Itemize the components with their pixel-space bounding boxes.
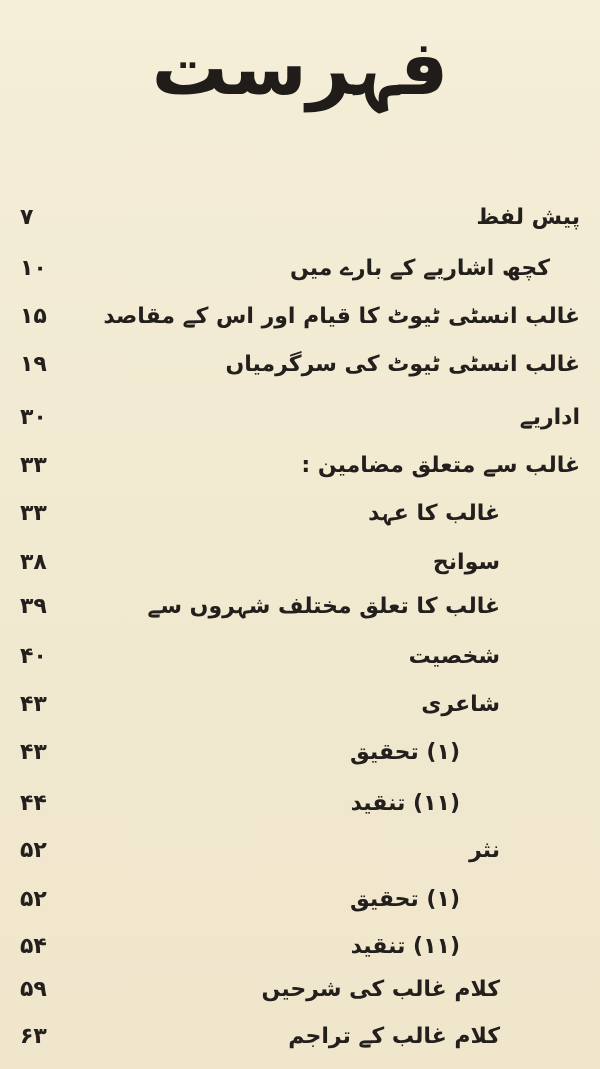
toc-entry-page: ۴۳ [20, 692, 47, 717]
toc-entry [20, 198, 580, 238]
toc-entry-label: غالب انسٹی ٹیوٹ کا قیام اور اس کے مقاصد [103, 304, 580, 329]
toc-entry [20, 831, 580, 871]
toc-entry [20, 784, 580, 824]
toc-entry-page: ۴۳ [20, 740, 47, 765]
toc-entry [20, 685, 580, 725]
toc-entry [20, 1017, 580, 1057]
toc-entry-page: ۵۹ [20, 977, 47, 1002]
toc-entry-page: ۱۰ [20, 256, 47, 281]
toc-entry [20, 637, 580, 677]
toc-entry [20, 880, 580, 920]
toc-entry [20, 494, 580, 534]
toc-entry-page: ۴۰ [20, 644, 47, 669]
toc-entry-label: کچھ اشاریے کے بارے میں [289, 256, 550, 281]
toc-entry-page: ۳۳ [20, 501, 47, 526]
toc-entry-page: ۳۸ [20, 550, 47, 575]
toc-entry-page: ۴۴ [20, 791, 47, 816]
toc-entry [20, 733, 580, 773]
toc-entry [20, 297, 580, 337]
toc-entry [20, 927, 580, 967]
toc-entry-page: ۵۲ [20, 887, 47, 912]
toc-entry [20, 345, 580, 385]
toc-entry [20, 970, 580, 1010]
toc-entry-page: ۳۳ [20, 453, 47, 478]
page-title: فہرست [151, 23, 449, 112]
toc-entry-label: کلام غالب کے تراجم [288, 1024, 500, 1049]
toc-entry-label: غالب انسٹی ٹیوٹ کی سرگرمیاں [225, 352, 580, 377]
toc-entry-label: اداریے [519, 405, 580, 430]
toc-entry-page: ۵۲ [20, 838, 47, 863]
toc-entry [20, 249, 580, 289]
toc-entry-page: ۵۴ [20, 934, 47, 959]
toc-entry-label: (۱) تحقیق [350, 740, 460, 765]
toc-entry-label: (۱۱) تنقید [350, 934, 460, 959]
toc-entry-label: پیش لفظ [476, 205, 580, 230]
toc-entry-label: کلام غالب کی شرحیں [261, 977, 500, 1002]
toc-entry-label: شخصیت [408, 644, 500, 669]
toc-entry-page: ۳۰ [20, 405, 47, 430]
toc-entry-label: غالب کا تعلق مختلف شہروں سے [147, 594, 500, 619]
toc-entry-label: نثر [469, 838, 500, 863]
toc-entry-label: (۱) تحقیق [350, 887, 460, 912]
toc-entry-page: ۳۹ [20, 594, 47, 619]
toc-entry [20, 398, 580, 438]
toc-entry-page: ۱۵ [20, 304, 47, 329]
toc-entry-label: غالب کا عہد [368, 501, 500, 526]
toc-entry-page: ۷ [20, 205, 34, 230]
toc-entry [20, 543, 580, 583]
toc-entry-label: (۱۱) تنقید [350, 791, 460, 816]
toc-entry-page: ۶۳ [20, 1024, 47, 1049]
toc-entry-label: غالب سے متعلق مضامین : [301, 453, 580, 478]
toc-entry [20, 446, 580, 486]
toc-entry-label: سوانح [432, 550, 500, 575]
toc-entry [20, 587, 580, 627]
toc-entry-label: شاعری [421, 692, 500, 717]
toc-entry-page: ۱۹ [20, 352, 47, 377]
